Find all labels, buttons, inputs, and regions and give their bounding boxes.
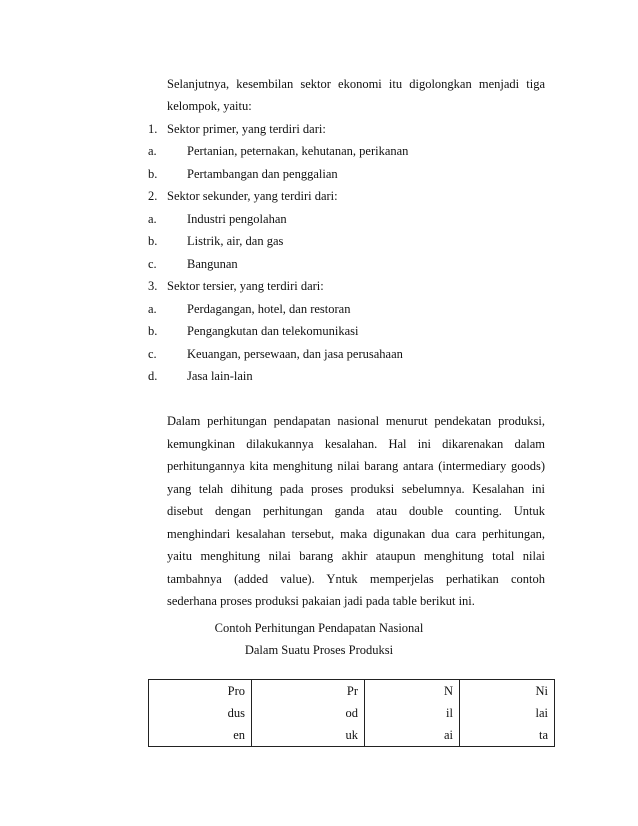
- sector-2-label: Sektor sekunder, yang terdiri dari:: [167, 189, 338, 203]
- sector-1-item-a-marker: a.: [148, 144, 157, 158]
- paragraph-line-1: Dalam perhitungan pendapatan nasional menurut pendekatan produksi,: [167, 414, 545, 428]
- table-title-line-1: Contoh Perhitungan Pendapatan Nasional: [214, 621, 424, 635]
- paragraph-line-5: disebut dengan perhitungan ganda atau double counting. Untuk: [167, 504, 545, 518]
- sector-2-item-c-marker: c.: [148, 257, 157, 271]
- table-title-line-2: Dalam Suatu Proses Produksi: [244, 643, 394, 657]
- paragraph-line-8: tambahnya (added value). Yntuk memperjelas perhatikan contoh: [167, 572, 545, 586]
- header-cell-text: Ni: [535, 684, 548, 698]
- header-cell-produsen: [149, 680, 252, 747]
- header-cell-text: ai: [443, 728, 453, 742]
- sector-1-item-a-label: Pertanian, peternakan, kehutanan, perikanan: [187, 144, 409, 158]
- header-cell-text: Pr: [346, 684, 358, 698]
- paragraph-line-4: yang telah dihitung pada proses produksi sebelumnya. Kesalahan ini: [167, 482, 545, 496]
- sector-1-marker: 1.: [148, 122, 158, 136]
- sector-1-item-b-label: Pertambangan dan penggalian: [187, 167, 338, 181]
- header-cell-text: ta: [538, 728, 548, 742]
- paragraph-line-6: menghindari kesalahan tersebut, maka digunakan dua cara perhitungan,: [167, 527, 545, 541]
- sector-3-item-a-marker: a.: [148, 302, 157, 316]
- header-cell-text: od: [345, 706, 358, 720]
- header-cell-text: dus: [227, 706, 245, 720]
- paragraph-line-7: yaitu menghitung nilai barang akhir ataupun menghitung total nilai: [167, 549, 545, 563]
- sector-3-item-b-marker: b.: [148, 324, 158, 338]
- sector-3-item-b-label: Pengangkutan dan telekomunikasi: [187, 324, 359, 338]
- sector-2-item-c-label: Bangunan: [187, 257, 238, 271]
- sector-1-item-b-marker: b.: [148, 167, 158, 181]
- sector-3-label: Sektor tersier, yang terdiri dari:: [167, 279, 324, 293]
- header-cell-text: uk: [345, 728, 358, 742]
- sector-2-item-b-marker: b.: [148, 234, 158, 248]
- sector-2-marker: 2.: [148, 189, 158, 203]
- production-table: [148, 679, 555, 747]
- paragraph-line-3: perhitungannya kita menghitung nilai barang antara (intermediary goods): [167, 459, 545, 473]
- header-cell-text: lai: [535, 706, 548, 720]
- header-cell-nilai-tambah: [460, 680, 555, 747]
- header-cell-text: N: [443, 684, 453, 698]
- paragraph-line-2: kemungkinan dilakukannya kesalahan. Hal ini dikarenakan dalam: [167, 437, 545, 451]
- sector-3-item-a-label: Perdagangan, hotel, dan restoran: [187, 302, 351, 316]
- sector-3-item-c-marker: c.: [148, 347, 157, 361]
- header-cell-nilai: [365, 680, 460, 747]
- paragraph-line-9: sederhana proses produksi pakaian jadi pada table berikut ini.: [167, 594, 475, 608]
- header-cell-produk: [252, 680, 365, 747]
- sector-3-item-d-label: Jasa lain-lain: [187, 369, 253, 383]
- sector-1-label: Sektor primer, yang terdiri dari:: [167, 122, 326, 136]
- header-cell-text: il: [446, 706, 453, 720]
- sector-3-item-c-label: Keuangan, persewaan, dan jasa perusahaan: [187, 347, 403, 361]
- intro-line-2: kelompok, yaitu:: [167, 99, 252, 113]
- header-cell-text: en: [233, 728, 245, 742]
- sector-2-item-a-marker: a.: [148, 212, 157, 226]
- sector-3-marker: 3.: [148, 279, 158, 293]
- table-header-row: [149, 680, 555, 747]
- sector-3-item-d-marker: d.: [148, 369, 158, 383]
- intro-line-1: Selanjutnya, kesembilan sektor ekonomi itu digolongkan menjadi tiga: [167, 77, 545, 91]
- sector-2-item-b-label: Listrik, air, dan gas: [187, 234, 284, 248]
- header-cell-text: Pro: [227, 684, 245, 698]
- sector-2-item-a-label: Industri pengolahan: [187, 212, 287, 226]
